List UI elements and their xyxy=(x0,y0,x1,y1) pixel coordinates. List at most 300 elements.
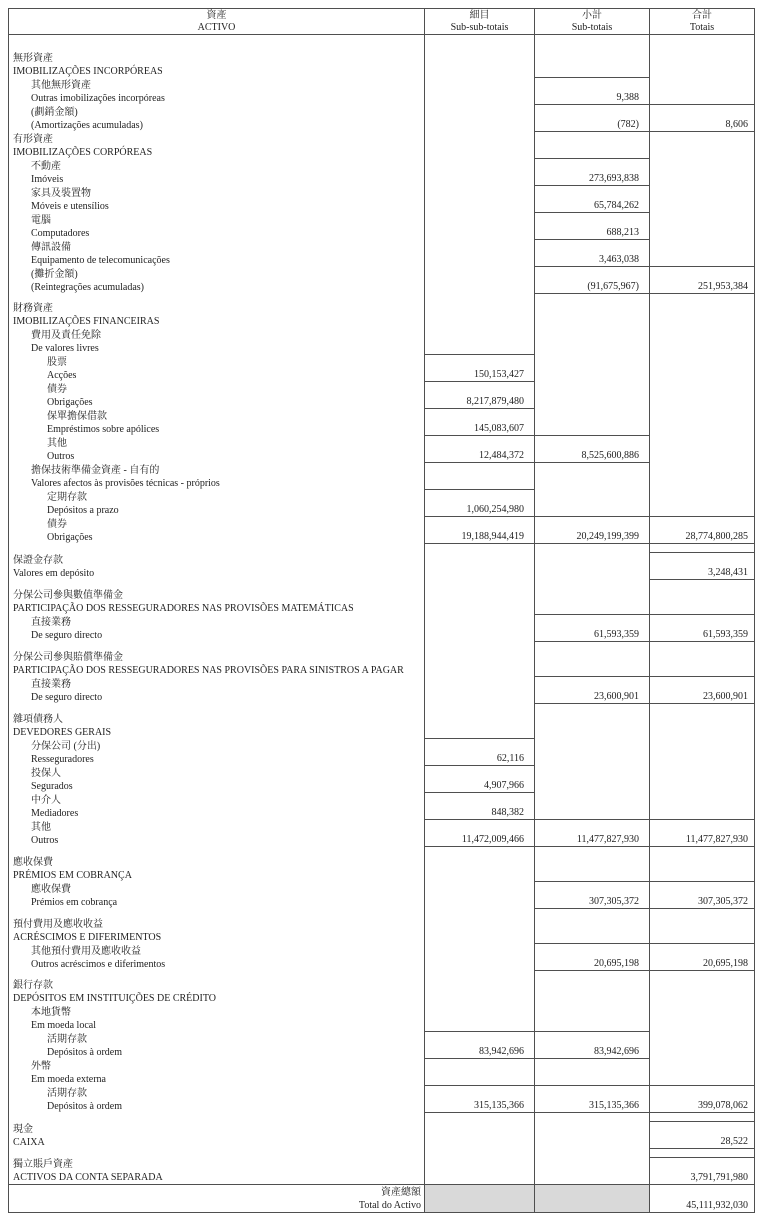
description-cell xyxy=(9,490,425,517)
sub-sub-total-cell xyxy=(425,267,535,294)
spacer-cell xyxy=(650,544,755,553)
label-zh: 無形資產 xyxy=(13,52,53,64)
total-cell xyxy=(650,517,755,544)
spacer-cell xyxy=(535,909,650,918)
spacer-row xyxy=(9,971,755,980)
grand-total-row xyxy=(9,1185,755,1213)
table-row xyxy=(9,1032,755,1059)
description-cell xyxy=(9,1122,425,1149)
total-cell xyxy=(650,186,755,213)
amount-value: 4,907,966 xyxy=(484,780,524,791)
description-cell xyxy=(9,51,425,78)
description-cell xyxy=(9,1086,425,1113)
amount-value: 8,606 xyxy=(725,119,748,130)
spacer-cell xyxy=(9,847,425,856)
description-cell xyxy=(9,917,425,944)
label-zh: 其他預付費用及應收收益 xyxy=(31,945,141,957)
table-row xyxy=(9,382,755,409)
total-cell xyxy=(650,490,755,517)
sub-total-cell xyxy=(535,213,650,240)
amount-value: 3,791,791,980 xyxy=(690,1172,748,1183)
table-row xyxy=(9,1005,755,1032)
amount-value: 3,248,431 xyxy=(708,567,748,578)
amount-value: 20,695,198 xyxy=(594,958,639,969)
description-cell xyxy=(9,78,425,105)
sub-sub-total-cell xyxy=(425,328,535,355)
label-pt: (Amortizações acumuladas) xyxy=(31,119,143,131)
label-zh: 活期存款 xyxy=(47,1033,87,1045)
amount-value: 23,600,901 xyxy=(594,691,639,702)
spacer-cell xyxy=(535,704,650,713)
sub-total-cell xyxy=(535,766,650,793)
label-pt: Obrigações xyxy=(47,531,93,543)
label-zh: 保單擔保借款 xyxy=(47,410,107,422)
spacer-cell xyxy=(425,35,535,52)
description-cell xyxy=(9,517,425,544)
description-cell xyxy=(9,882,425,909)
label-pt: (Reintegrações acumuladas) xyxy=(31,281,145,293)
total-cell xyxy=(650,240,755,267)
column-header-sub-sub-totais xyxy=(425,9,535,35)
sub-total-cell xyxy=(535,650,650,677)
total-cell xyxy=(650,51,755,78)
spacer-row xyxy=(9,544,755,553)
description-cell xyxy=(9,213,425,240)
grand-total-value: 45,111,932,030 xyxy=(686,1200,748,1211)
grand-total-shaded-cell xyxy=(425,1185,535,1213)
sub-total-cell xyxy=(535,1005,650,1032)
sub-sub-total-cell xyxy=(425,240,535,267)
description-cell xyxy=(9,1059,425,1086)
description-cell xyxy=(9,793,425,820)
total-cell xyxy=(650,1059,755,1086)
balance-sheet-table xyxy=(8,8,755,1213)
spacer-row xyxy=(9,909,755,918)
amount-value: 145,083,607 xyxy=(474,423,524,434)
sub-sub-total-cell xyxy=(425,766,535,793)
amount-value: 8,525,600,886 xyxy=(581,450,639,461)
sub-total-cell xyxy=(535,1086,650,1113)
spacer-cell xyxy=(650,909,755,918)
table-row xyxy=(9,1086,755,1113)
total-cell xyxy=(650,1086,755,1113)
sub-total-cell xyxy=(535,944,650,971)
sub-sub-total-cell xyxy=(425,820,535,847)
column-header-subsub-pt: Sub-sub-totais xyxy=(450,21,509,33)
spacer-cell xyxy=(650,847,755,856)
table-row xyxy=(9,820,755,847)
total-cell xyxy=(650,855,755,882)
spacer-row xyxy=(9,1149,755,1158)
label-zh: 費用及責任免除 xyxy=(31,329,101,341)
sub-total-cell xyxy=(535,1122,650,1149)
table-row xyxy=(9,1158,755,1185)
spacer-cell xyxy=(9,580,425,589)
table-body xyxy=(9,35,755,1213)
label-pt: Outros acréscimos e diferimentos xyxy=(31,958,166,970)
label-pt: Empréstimos sobre apólices xyxy=(47,423,160,435)
label-pt: Outras imobilizações incorpóreas xyxy=(31,92,165,104)
spacer-cell xyxy=(9,642,425,651)
table-row xyxy=(9,944,755,971)
label-pt: Móveis e utensílios xyxy=(31,200,109,212)
label-pt: Imóveis xyxy=(31,173,64,185)
label-zh: 直接業務 xyxy=(31,616,71,628)
sub-total-cell xyxy=(535,712,650,739)
spacer-cell xyxy=(9,1113,425,1122)
sub-sub-total-cell xyxy=(425,382,535,409)
sub-sub-total-cell xyxy=(425,712,535,739)
label-zh: 本地貨幣 xyxy=(31,1006,71,1018)
description-cell xyxy=(9,553,425,580)
amount-value: 19,188,944,419 xyxy=(461,531,524,542)
label-zh: 預付費用及應收收益 xyxy=(13,918,103,930)
spacer-cell xyxy=(650,642,755,651)
spacer-cell xyxy=(535,35,650,52)
spacer-cell xyxy=(425,1113,535,1122)
description-cell xyxy=(9,463,425,490)
amount-value: 12,484,372 xyxy=(479,450,524,461)
table-row xyxy=(9,186,755,213)
table-row xyxy=(9,436,755,463)
spacer-cell xyxy=(535,642,650,651)
description-cell xyxy=(9,328,425,355)
total-cell xyxy=(650,436,755,463)
sub-total-cell xyxy=(535,677,650,704)
total-cell xyxy=(650,105,755,132)
amount-value: 11,472,009,466 xyxy=(461,834,524,845)
amount-value: 9,388 xyxy=(616,92,639,103)
sub-sub-total-cell xyxy=(425,186,535,213)
description-cell xyxy=(9,1158,425,1185)
sub-total-cell xyxy=(535,105,650,132)
sub-sub-total-cell xyxy=(425,490,535,517)
amount-value: 83,942,696 xyxy=(479,1046,524,1057)
label-zh: 電腦 xyxy=(31,214,51,226)
total-cell xyxy=(650,463,755,490)
total-cell xyxy=(650,739,755,766)
sub-total-cell xyxy=(535,820,650,847)
amount-value: 11,477,827,930 xyxy=(576,834,639,845)
amount-value: 11,477,827,930 xyxy=(685,834,748,845)
total-cell xyxy=(650,979,755,1005)
table-row xyxy=(9,51,755,78)
sub-total-cell xyxy=(535,302,650,328)
sub-total-cell xyxy=(535,1158,650,1185)
description-cell xyxy=(9,739,425,766)
column-header-total-zh: 合計 xyxy=(692,9,712,21)
spacer-cell xyxy=(9,544,425,553)
label-pt: Depósitos a prazo xyxy=(47,504,119,516)
sub-sub-total-cell xyxy=(425,436,535,463)
sub-sub-total-cell xyxy=(425,1122,535,1149)
table-row xyxy=(9,882,755,909)
sub-sub-total-cell xyxy=(425,855,535,882)
table-row xyxy=(9,240,755,267)
sub-sub-total-cell xyxy=(425,1059,535,1086)
spacer-cell xyxy=(650,35,755,52)
description-cell xyxy=(9,132,425,159)
amount-value: 20,249,199,399 xyxy=(576,531,639,542)
spacer-cell xyxy=(650,294,755,303)
table-row xyxy=(9,766,755,793)
amount-value: 307,305,372 xyxy=(589,896,639,907)
label-zh: 股票 xyxy=(47,356,67,368)
label-pt: Outros xyxy=(47,450,75,462)
amount-value: 61,593,359 xyxy=(703,629,748,640)
amount-value: 307,305,372 xyxy=(698,896,748,907)
sub-sub-total-cell xyxy=(425,213,535,240)
spacer-cell xyxy=(425,971,535,980)
spacer-row xyxy=(9,642,755,651)
amount-value: 28,522 xyxy=(720,1136,748,1147)
sub-sub-total-cell xyxy=(425,51,535,78)
sub-total-cell xyxy=(535,917,650,944)
amount-value: 399,078,062 xyxy=(698,1100,748,1111)
spacer-cell xyxy=(650,580,755,589)
label-pt: Valores em depósito xyxy=(13,567,95,579)
column-header-totais xyxy=(650,9,755,35)
label-zh: 應收保費 xyxy=(31,883,71,895)
sub-total-cell xyxy=(535,490,650,517)
amount-value: 848,382 xyxy=(491,807,524,818)
spacer-cell xyxy=(650,1149,755,1158)
description-cell xyxy=(9,766,425,793)
label-zh: 財務資產 xyxy=(13,303,53,314)
amount-value: 8,217,879,480 xyxy=(466,396,524,407)
sub-sub-total-cell xyxy=(425,132,535,159)
total-cell xyxy=(650,917,755,944)
sub-total-cell xyxy=(535,855,650,882)
label-pt: Segurados xyxy=(31,780,73,792)
sub-sub-total-cell xyxy=(425,105,535,132)
sub-sub-total-cell xyxy=(425,793,535,820)
label-pt: PARTICIPAÇÃO DOS RESSEGURADORES NAS PROVISÕES PARA SINISTROS A PAGAR xyxy=(13,664,404,676)
label-zh: 分保公司 (分出) xyxy=(31,740,101,752)
column-header-activo xyxy=(9,9,425,35)
spacer-cell xyxy=(535,544,650,553)
label-pt: De seguro directo xyxy=(31,629,103,641)
label-pt: Acções xyxy=(47,369,77,381)
label-zh: 其他 xyxy=(47,437,67,449)
label-pt: Outros xyxy=(31,834,59,846)
amount-value: 315,135,366 xyxy=(589,1100,639,1111)
table-row xyxy=(9,105,755,132)
table-row xyxy=(9,650,755,677)
description-cell xyxy=(9,944,425,971)
table-row xyxy=(9,553,755,580)
amount-value: 83,942,696 xyxy=(594,1046,639,1057)
table-row xyxy=(9,132,755,159)
table-row xyxy=(9,463,755,490)
sub-total-cell xyxy=(535,517,650,544)
total-cell xyxy=(650,553,755,580)
spacer-row xyxy=(9,294,755,303)
sub-total-cell xyxy=(535,979,650,1005)
sub-total-cell xyxy=(535,78,650,105)
label-pt: Computadores xyxy=(31,227,90,239)
label-pt: Mediadores xyxy=(31,807,79,819)
sub-total-cell xyxy=(535,1032,650,1059)
table-row xyxy=(9,1122,755,1149)
column-header-activo-pt: ACTIVO xyxy=(197,21,236,33)
table-row xyxy=(9,1059,755,1086)
column-header-sub-pt: Sub-totais xyxy=(571,21,613,33)
total-cell xyxy=(650,267,755,294)
column-header-sub-zh: 小計 xyxy=(582,9,602,21)
description-cell xyxy=(9,588,425,615)
sub-sub-total-cell xyxy=(425,302,535,328)
sub-sub-total-cell xyxy=(425,677,535,704)
description-cell xyxy=(9,355,425,382)
sub-total-cell xyxy=(535,159,650,186)
amount-value: 251,953,384 xyxy=(698,281,748,292)
grand-total-label-zh: 資產總額 xyxy=(381,1187,421,1198)
label-pt: CAIXA xyxy=(13,1136,45,1148)
spacer-cell xyxy=(535,580,650,589)
spacer-cell xyxy=(535,1149,650,1158)
spacer-cell xyxy=(425,642,535,651)
table-row xyxy=(9,588,755,615)
description-cell xyxy=(9,436,425,463)
description-cell xyxy=(9,302,425,328)
sub-sub-total-cell xyxy=(425,517,535,544)
amount-value: 28,774,800,285 xyxy=(685,531,748,542)
label-pt: Prémios em cobrança xyxy=(31,896,118,908)
total-cell xyxy=(650,712,755,739)
spacer-cell xyxy=(9,294,425,303)
sub-total-cell xyxy=(535,267,650,294)
total-cell xyxy=(650,677,755,704)
sub-total-cell xyxy=(535,186,650,213)
label-zh: 其他無形資產 xyxy=(31,79,91,91)
spacer-cell xyxy=(535,294,650,303)
sub-total-cell xyxy=(535,1059,650,1086)
total-cell xyxy=(650,355,755,382)
label-zh: 分保公司參與數值準備金 xyxy=(13,589,123,601)
amount-value: 20,695,198 xyxy=(703,958,748,969)
description-cell xyxy=(9,712,425,739)
spacer-cell xyxy=(9,909,425,918)
table-row xyxy=(9,855,755,882)
label-pt: DEPÓSITOS EM INSTITUIÇÕES DE CRÉDITO xyxy=(13,993,216,1004)
label-zh: 活期存款 xyxy=(47,1087,87,1099)
column-header-total-pt: Totais xyxy=(689,21,715,33)
description-cell xyxy=(9,267,425,294)
label-pt: Obrigações xyxy=(47,396,93,408)
sub-total-cell xyxy=(535,409,650,436)
label-zh: 雜項債務人 xyxy=(13,713,63,725)
table-row xyxy=(9,712,755,739)
spacer-cell xyxy=(9,971,425,980)
label-zh: 傳訊設備 xyxy=(31,241,71,253)
spacer-cell xyxy=(425,704,535,713)
description-cell xyxy=(9,677,425,704)
label-zh: (攤折金額) xyxy=(31,268,78,280)
description-cell xyxy=(9,615,425,642)
sub-sub-total-cell xyxy=(425,355,535,382)
table-row xyxy=(9,267,755,294)
table-row xyxy=(9,78,755,105)
label-zh: 擔保技術準備金資產 - 自有的 xyxy=(31,464,160,476)
label-zh: 有形資產 xyxy=(13,133,53,145)
sub-total-cell xyxy=(535,328,650,355)
label-pt: Resseguradores xyxy=(31,753,94,765)
amount-value: 688,213 xyxy=(606,227,639,238)
spacer-cell xyxy=(9,704,425,713)
label-pt: IMOBILIZAÇÕES FINANCEIRAS xyxy=(13,316,160,327)
spacer-row xyxy=(9,1113,755,1122)
label-zh: 投保人 xyxy=(31,767,61,779)
spacer-cell xyxy=(650,971,755,980)
spacer-cell xyxy=(425,294,535,303)
spacer-row xyxy=(9,580,755,589)
sub-total-cell xyxy=(535,615,650,642)
total-cell xyxy=(650,382,755,409)
header-row xyxy=(9,9,755,35)
description-cell xyxy=(9,855,425,882)
description-cell xyxy=(9,820,425,847)
spacer-cell xyxy=(650,1113,755,1122)
label-pt: IMOBILIZAÇÕES CORPÓREAS xyxy=(13,146,153,158)
label-zh: 其他 xyxy=(31,821,51,833)
spacer-cell xyxy=(425,847,535,856)
total-cell xyxy=(650,213,755,240)
label-zh: (劃銷金額) xyxy=(31,106,78,118)
description-cell xyxy=(9,186,425,213)
label-zh: 保證金存款 xyxy=(13,554,63,566)
sub-total-cell xyxy=(535,132,650,159)
label-zh: 銀行存款 xyxy=(13,980,53,991)
amount-value: 273,693,838 xyxy=(589,173,639,184)
sub-total-cell xyxy=(535,240,650,267)
label-zh: 債券 xyxy=(47,383,67,395)
amount-value: 61,593,359 xyxy=(594,629,639,640)
table-row xyxy=(9,793,755,820)
sub-total-cell xyxy=(535,382,650,409)
sub-sub-total-cell xyxy=(425,159,535,186)
table-row xyxy=(9,328,755,355)
sub-total-cell xyxy=(535,739,650,766)
sub-sub-total-cell xyxy=(425,78,535,105)
total-cell xyxy=(650,766,755,793)
total-cell xyxy=(650,615,755,642)
description-cell xyxy=(9,159,425,186)
total-cell xyxy=(650,588,755,615)
table-row xyxy=(9,490,755,517)
table-row xyxy=(9,677,755,704)
total-cell xyxy=(650,302,755,328)
grand-total-shaded-cell xyxy=(535,1185,650,1213)
sub-total-cell xyxy=(535,436,650,463)
amount-value: 23,600,901 xyxy=(703,691,748,702)
amount-value: 315,135,366 xyxy=(474,1100,524,1111)
sub-total-cell xyxy=(535,793,650,820)
label-zh: 中介人 xyxy=(31,794,61,806)
label-pt: Em moeda local xyxy=(31,1019,96,1031)
label-pt: Valores afectos às provisões técnicas - próprios xyxy=(31,477,220,489)
amount-value: (782) xyxy=(617,119,639,130)
amount-value: (91,675,967) xyxy=(587,281,639,292)
table-row xyxy=(9,615,755,642)
sub-sub-total-cell xyxy=(425,882,535,909)
label-pt: Equipamento de telecomunicações xyxy=(31,254,170,266)
label-zh: 家具及裝置物 xyxy=(31,187,91,199)
sub-sub-total-cell xyxy=(425,1086,535,1113)
description-cell xyxy=(9,979,425,1005)
total-cell xyxy=(650,328,755,355)
sub-sub-total-cell xyxy=(425,1158,535,1185)
